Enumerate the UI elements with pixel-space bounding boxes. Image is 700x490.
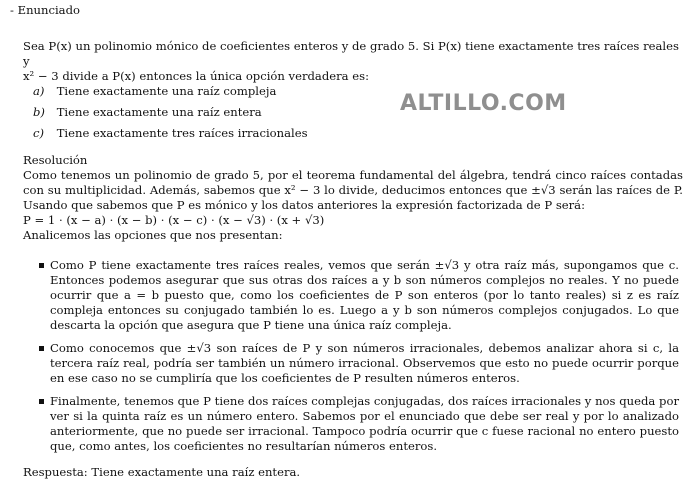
analysis-intro: Analicemos las opciones que nos presentan: (23, 228, 283, 242)
bullet-square-icon (39, 399, 44, 404)
factorized-formula: P = 1 · (x − a) · (x − b) · (x − c) · (x − √3) · (x + √3) (23, 213, 325, 227)
bullet-square-icon (39, 346, 44, 351)
option-b (33, 105, 433, 126)
bullet-text: Finalmente, tenemos que P tiene dos raíces complejas conjugadas, dos raíces irracionales y nos queda por ver si la quinta raíz es un número entero. Sabemos por el enunciado que debe ser real y por lo analizado anteriormente, que no puede ser irracional. Tampoco podría ocurrir que c fuese racional no entero puesto que, como antes, los coeficientes no resultarían números enteros. (50, 394, 679, 453)
resolution-paragraph: Como tenemos un polinomio de grado 5, por el teorema fundamental del álgebra, tendrá cinco raíces contadas con su multiplicidad. Además, sabemos que x² − 3 lo divide, deducimos entonces que ±√3 serán las raíces de P. Usando que sabemos que P es mónico y los datos anteriores la expresión factorizada de P será: (23, 168, 683, 212)
option-text: Tiene exactamente una raíz entera (56, 105, 262, 119)
analysis-bullets (39, 258, 679, 462)
options-list (33, 84, 433, 147)
list-item (39, 394, 679, 454)
problem-line-2: x² − 3 divide a P(x) entonces la única opción verdadera es: (23, 69, 369, 83)
option-a (33, 84, 433, 105)
problem-line-1: Sea P(x) un polinomio mónico de coeficientes enteros y de grado 5. Si P(x) tiene exactamente tres raíces reales y (23, 39, 679, 68)
section-heading: - Enunciado (10, 3, 80, 17)
problem-statement (23, 39, 683, 84)
bullet-text: Como conocemos que ±√3 son raíces de P y son números irracionales, debemos analizar ahora si c, la tercera raíz real, podría ser también un número irracional. Observemos que esto no puede ocurrir porque en ese caso no se cumpliría que los coeficientes de P resulten números enteros. (50, 341, 679, 385)
answer: Respuesta: Tiene exactamente una raíz entera. (23, 465, 301, 479)
resolution-section (23, 153, 683, 243)
option-label: b) (33, 105, 45, 119)
list-item (39, 258, 679, 333)
bullet-square-icon (39, 263, 44, 268)
option-label: a) (33, 84, 45, 98)
bullet-text: Como P tiene exactamente tres raíces reales, vemos que serán ±√3 y otra raíz más, supongamos que c. Entonces podemos asegurar que sus otras dos raíces a y b son números complejos no reales. Y no puede ocurrir que a = b puesto que, como los coeficientes de P son enteros (por lo tanto reales) si z es raíz compleja entonces su conjugado también lo es. Luego a y b son números complejos conjugados. Lo que descarta la opción que asegura que P tiene una única raíz compleja. (50, 258, 679, 332)
resolution-title: Resolución (23, 153, 88, 167)
option-text: Tiene exactamente tres raíces irracionales (56, 126, 308, 140)
option-text: Tiene exactamente una raíz compleja (56, 84, 277, 98)
option-label: c) (33, 126, 45, 140)
option-c (33, 126, 433, 147)
watermark-logo: ALTILLO.COM (400, 91, 567, 116)
list-item (39, 341, 679, 386)
